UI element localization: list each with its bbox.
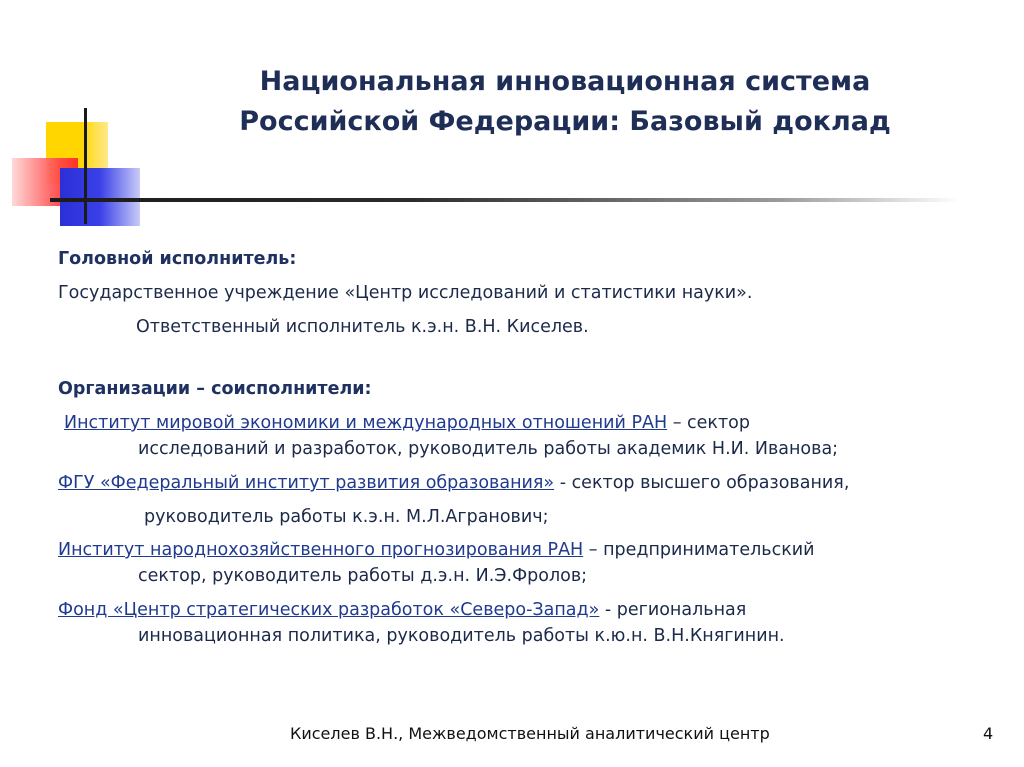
coexecutor-link-imemo[interactable]: Институт мировой экономики и международных отношений РАН [64, 413, 668, 433]
coexecutor-item-3-rest: – предпринимательский [583, 540, 815, 560]
title-divider [50, 198, 960, 202]
coexecutor-item-1-line-1 [64, 410, 750, 436]
coexecutor-item-3-line-1 [58, 537, 815, 563]
head-executor-heading: Головной исполнитель: [58, 249, 297, 269]
coexecutors-heading: Организации – соисполнители: [58, 379, 372, 399]
page-number: 4 [983, 724, 994, 743]
coexecutor-item-4-rest: - региональная [599, 600, 747, 620]
coexecutor-link-inp[interactable]: Институт народнохозяйственного прогнозирования РАН [58, 540, 584, 560]
coexecutor-item-2-line-2: руководитель работы к.э.н. М.Л.Агранович; [144, 507, 549, 527]
title-line-2: Российской Федерации: Базовый доклад [239, 106, 891, 137]
title-line-1: Национальная инновационная система [259, 66, 871, 97]
coexecutor-link-firo[interactable]: ФГУ «Федеральный институт развития образования» [58, 473, 555, 493]
coexecutor-item-1-rest: – сектор [667, 413, 750, 433]
head-executor-institution: Государственное учреждение «Центр исследований и статистики науки». [58, 283, 753, 303]
coexecutor-item-4-line-1 [58, 597, 746, 623]
head-executor-responsible: Ответственный исполнитель к.э.н. В.Н. Киселев. [136, 317, 589, 337]
logo-blue-square [60, 168, 140, 226]
coexecutor-link-csr[interactable]: Фонд «Центр стратегических разработок «Северо-Запад» [58, 600, 600, 620]
coexecutor-item-1-line-2: исследований и разработок, руководитель работы академик Н.И. Иванова; [138, 439, 839, 459]
logo-vertical-line [84, 108, 87, 224]
coexecutor-item-2-rest: - сектор высшего образования, [554, 473, 850, 493]
slide-title [170, 62, 960, 142]
coexecutor-item-4-line-2: инновационная политика, руководитель работы к.ю.н. В.Н.Княгинин. [138, 626, 785, 646]
footer-text: Киселев В.Н., Межведомственный аналитический центр [290, 724, 770, 743]
decorative-logo [0, 0, 160, 240]
coexecutor-item-3-line-2: сектор, руководитель работы д.э.н. И.Э.Фролов; [138, 566, 588, 586]
coexecutor-item-2-line-1 [58, 470, 849, 496]
